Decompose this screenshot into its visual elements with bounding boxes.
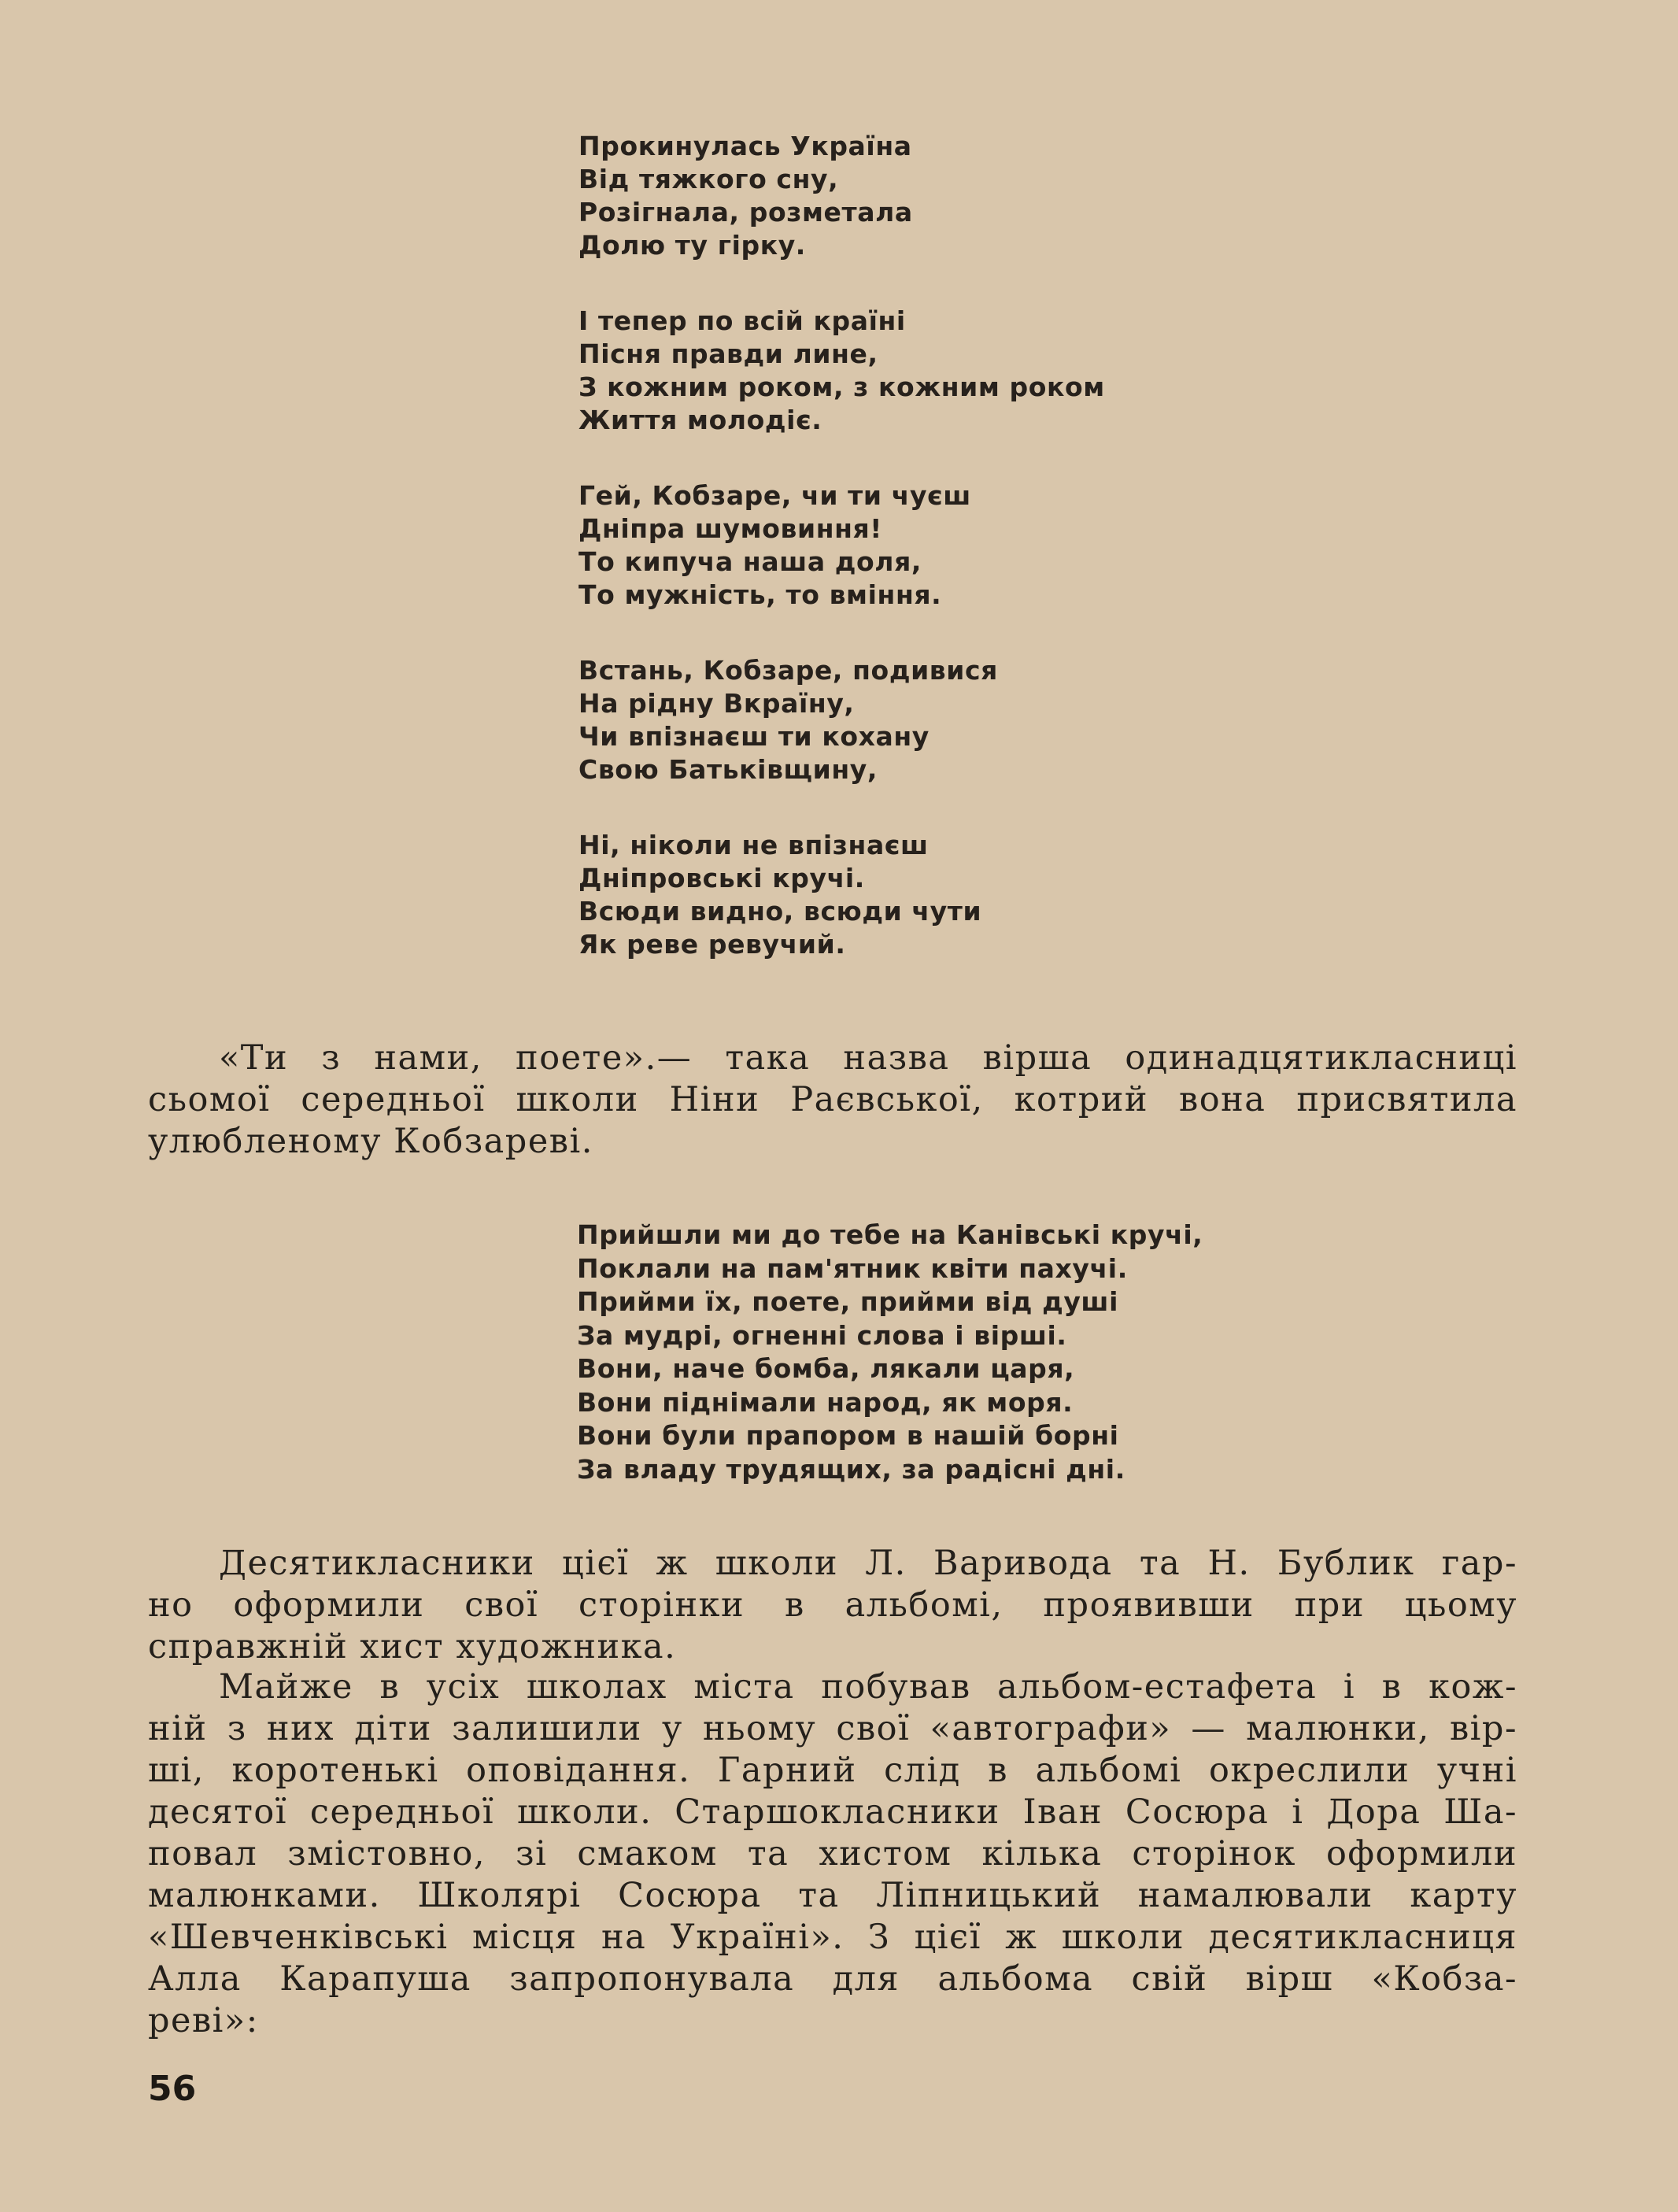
paragraph-about-poem: [148, 1038, 1517, 1163]
poem-line: Дніпра шумовиння!: [578, 513, 882, 544]
poem-line: Вони були прапором в нашій борні: [577, 1420, 1119, 1451]
poem-line: Пісня правди лине,: [578, 338, 878, 369]
poem-line: То мужність, то вміння.: [578, 579, 942, 610]
text-line: повал змістовно, зі смаком та хистом кілька сторінок оформили: [148, 1834, 1517, 1874]
poem-stanza: [578, 654, 1105, 786]
poem-second: [577, 1219, 1203, 1486]
poem-line: З кожним роком, з кожним роком: [578, 372, 1105, 402]
text-line: справжній хист художника.: [148, 1627, 677, 1666]
poem-line: За мудрі, огненні слова і вірші.: [577, 1319, 1067, 1351]
text-line: Майже в усіх школах міста побував альбом-естафета і в кож-: [219, 1667, 1517, 1707]
poem-line: Вони, наче бомба, лякали царя,: [577, 1353, 1075, 1384]
poem-line: Прокинулась Україна: [578, 131, 912, 161]
text-line: Алла Карапуша запропонувала для альбома свій вірш «Кобза-: [148, 1959, 1517, 1999]
poem-line: Як реве ревучий.: [578, 929, 846, 960]
text-line: «Ти з нами, поете».— така назва вірша одинадцятикласниці: [219, 1038, 1517, 1078]
poem-stanza: [578, 130, 1105, 262]
poem-first: [578, 130, 1105, 1004]
poem-line: Свою Батьківщину,: [578, 754, 878, 785]
paragraph-tenth-graders: [148, 1543, 1517, 1668]
poem-line: Всюди видно, всюди чути: [578, 896, 982, 927]
text-line: ші, коротенькі оповідання. Гарний слід в альбомі окреслили учні: [148, 1751, 1517, 1790]
text-line: реві»:: [148, 2001, 259, 2040]
poem-line: Гей, Кобзаре, чи ти чуєш: [578, 480, 971, 511]
poem-line: Чи впізнаєш ти кохану: [578, 721, 930, 752]
text-line: десятої середньої школи. Старшокласники Іван Сосюра і Дора Ша-: [148, 1792, 1517, 1832]
text-line: сьомої середньої школи Ніни Раєвської, котрий вона присвятила: [148, 1080, 1517, 1119]
text-line: ній з них діти залишили у ньому свої «автографи» — малюнки, вір-: [148, 1709, 1517, 1748]
poem-line: Розігнала, розметала: [578, 197, 913, 227]
poem-line: На рідну Вкраїну,: [578, 688, 855, 719]
poem-line: За владу трудящих, за радісні дні.: [577, 1453, 1125, 1485]
poem-line: Встань, Кобзаре, подивися: [578, 655, 998, 686]
text-line: но оформили свої сторінки в альбомі, проявивши при цьому: [148, 1585, 1517, 1625]
paragraph-album-relay: [148, 1666, 1517, 2042]
poem-line: Вони піднімали народ, як моря.: [577, 1386, 1074, 1418]
poem-line: Життя молодіє.: [578, 405, 822, 435]
poem-stanza: [578, 479, 1105, 612]
page-number: 56: [148, 2069, 197, 2109]
text-line: улюбленому Кобзареві.: [148, 1122, 593, 1161]
poem-line: То кипуча наша доля,: [578, 546, 922, 577]
poem-line: Поклали на пам'ятник квіти пахучі.: [577, 1252, 1128, 1284]
poem-line: Від тяжкого сну,: [578, 164, 839, 194]
poem-line: Прийми їх, поете, прийми від душі: [577, 1286, 1118, 1317]
poem-stanza: [578, 829, 1105, 961]
text-line: малюнками. Школярі Сосюра та Ліпницький намалювали карту: [148, 1876, 1517, 1915]
poem-line: Ні, ніколи не впізнаєш: [578, 830, 929, 860]
text-line: «Шевченківські місця на Україні». З цієї ж школи десятикласниця: [148, 1918, 1517, 1957]
poem-stanza: [578, 305, 1105, 437]
text-line: Десятикласники цієї ж школи Л. Варивода та Н. Бублик гар-: [219, 1544, 1517, 1583]
poem-line: Долю ту гірку.: [578, 230, 806, 261]
poem-line: Прийшли ми до тебе на Канівські кручі,: [577, 1219, 1203, 1250]
poem-line: Дніпровські кручі.: [578, 863, 865, 893]
poem-line: І тепер по всій країні: [578, 305, 906, 336]
